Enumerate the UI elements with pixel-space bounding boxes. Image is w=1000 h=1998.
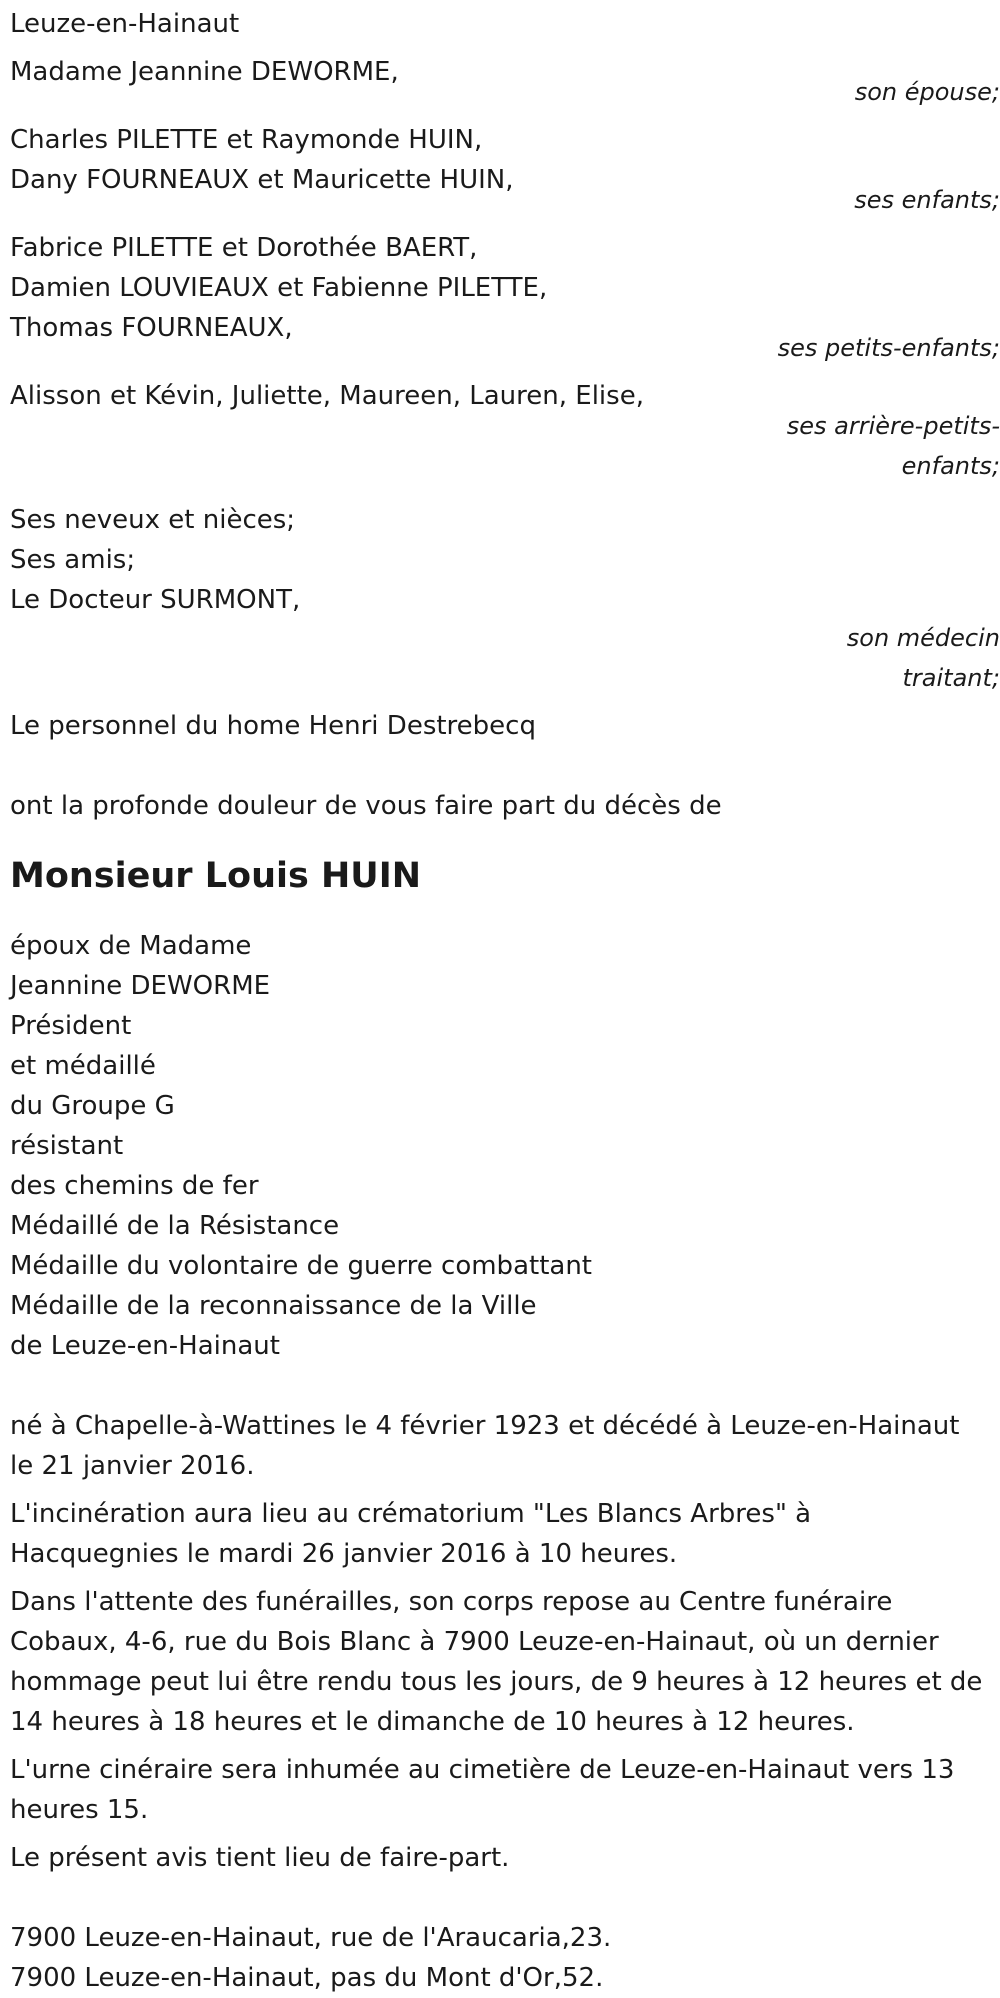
title-line: de Leuze-en-Hainaut	[10, 1331, 280, 1361]
address-line: 7900 Leuze-en-Hainaut, rue de l'Araucaria,23.	[10, 1923, 612, 1953]
grandchild-name: Thomas FOURNEAUX,	[10, 313, 293, 343]
address-line: 7900 Leuze-en-Hainaut, pas du Mont d'Or,52.	[10, 1963, 604, 1993]
title-line: Médaillé de la Résistance	[10, 1211, 340, 1241]
deceased-name: Monsieur Louis HUIN	[10, 856, 422, 896]
title-line: Médaille du volontaire de guerre combattant	[10, 1251, 592, 1281]
title-line: du Groupe G	[10, 1091, 175, 1121]
other-relatives: Ses neveux et nièces;	[10, 505, 296, 535]
title-line: Jeannine DEWORME	[10, 971, 271, 1001]
doctor-role-line: traitant;	[902, 664, 1000, 692]
great-grandchildren-role-line: ses arrière-petits-	[786, 412, 1000, 440]
spouse-name: Madame Jeannine DEWORME,	[10, 57, 399, 87]
other-relatives: Ses amis;	[10, 545, 136, 575]
great-grandchildren-names: Alisson et Kévin, Juliette, Maureen, Lauren, Elise,	[10, 381, 644, 411]
children-role: ses enfants;	[854, 186, 1000, 214]
notice-paragraph: Le présent avis tient lieu de faire-part.	[10, 1843, 510, 1873]
birth-death-paragraph: né à Chapelle-à-Wattines le 4 février 1923 et décédé à Leuze-en-Hainaut le 21 janvier 2016.	[10, 1411, 960, 1481]
title-line: résistant	[10, 1131, 124, 1161]
doctor-role-line: son médecin	[846, 624, 1000, 652]
spouse-role: son épouse;	[854, 78, 1000, 106]
child-name: Charles PILETTE et Raymonde HUIN,	[10, 125, 483, 155]
urn-paragraph: L'urne cinéraire sera inhumée au cimetière de Leuze-en-Hainaut vers 13 heures 15.	[10, 1755, 955, 1825]
grandchild-name: Fabrice PILETTE et Dorothée BAERT,	[10, 233, 478, 263]
grandchild-name: Damien LOUVIEAUX et Fabienne PILETTE,	[10, 273, 548, 303]
title-line: époux de Madame	[10, 931, 252, 961]
title-line: des chemins de fer	[10, 1171, 259, 1201]
cremation-paragraph: L'incinération aura lieu au crématorium "Les Blancs Arbres" à Hacquegnies le mardi 26 janvier 2016 à 10 heures.	[10, 1499, 812, 1569]
doctor-name: Le Docteur SURMONT,	[10, 585, 301, 615]
staff-line: Le personnel du home Henri Destrebecq	[10, 711, 536, 741]
title-line: Médaille de la reconnaissance de la Ville	[10, 1291, 537, 1321]
viewing-paragraph: Dans l'attente des funérailles, son corps repose au Centre funéraire Cobaux, 4-6, rue du Bois Blanc à 7900 Leuze-en-Hainaut, où un dernier hommage peut lui être rendu tous les jours, de 9 heures à 12 heures et de 14 heures à 18 heures et le dimanche de 10 heures à 12 heures.	[10, 1587, 983, 1737]
announcement-line: ont la profonde douleur de vous faire part du décès de	[10, 791, 722, 821]
title-line: et médaillé	[10, 1051, 156, 1081]
place-header: Leuze-en-Hainaut	[10, 9, 240, 39]
great-grandchildren-role-line: enfants;	[901, 452, 1000, 480]
title-line: Président	[10, 1011, 132, 1041]
grandchildren-role: ses petits-enfants;	[777, 334, 1000, 362]
child-name: Dany FOURNEAUX et Mauricette HUIN,	[10, 165, 514, 195]
